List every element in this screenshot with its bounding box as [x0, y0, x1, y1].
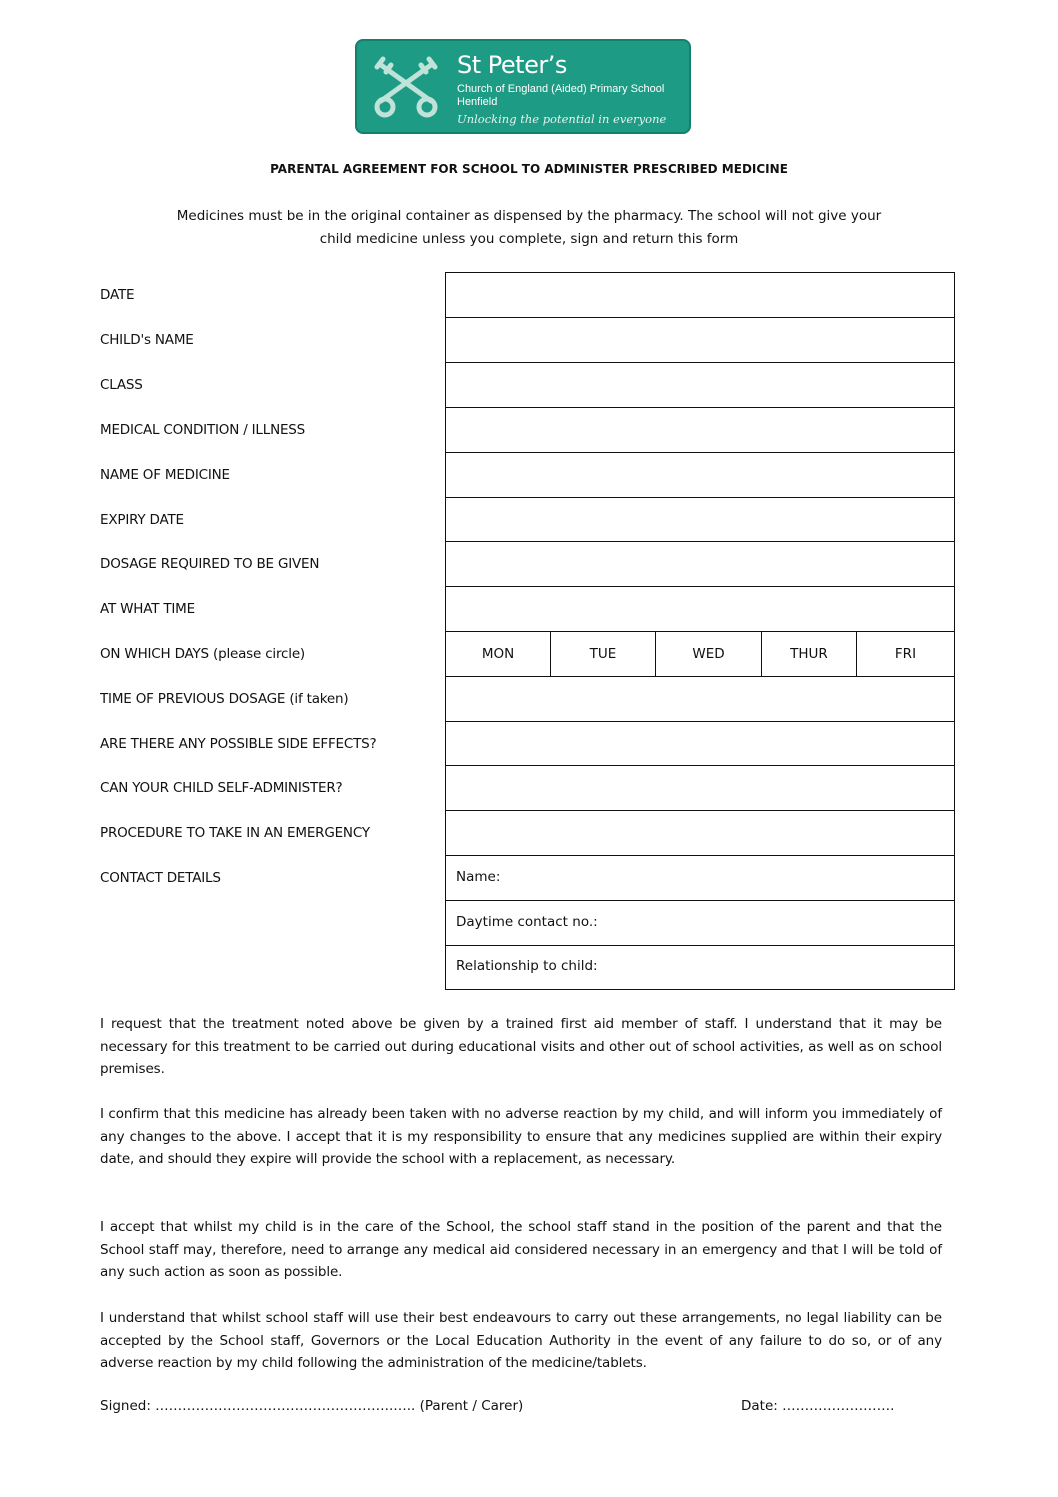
- field-child-name[interactable]: [446, 318, 954, 363]
- paragraph-request: I request that the treatment noted above be given by a trained first aid member of staff. I understand that it may be necessary for this treatment to be carried out during educational visits and other out of school activities, as well as on school premises.: [100, 1016, 942, 1077]
- label-contact-details: CONTACT DETAILS: [100, 870, 221, 886]
- field-dosage[interactable]: [446, 542, 954, 587]
- label-previous-dosage: TIME OF PREVIOUS DOSAGE (if taken): [100, 691, 349, 707]
- label-child-name: CHILD's NAME: [100, 332, 194, 348]
- field-date[interactable]: [446, 273, 954, 318]
- contact-daytime-label: Daytime contact no.:: [456, 914, 598, 930]
- label-self-administer: CAN YOUR CHILD SELF-ADMINISTER?: [100, 780, 343, 796]
- school-motto: Unlocking the potential in everyone: [457, 112, 667, 126]
- school-name: St Peter’s: [457, 51, 567, 79]
- field-time[interactable]: [446, 587, 954, 632]
- label-class: CLASS: [100, 377, 143, 393]
- label-medical-condition: MEDICAL CONDITION / ILLNESS: [100, 422, 306, 438]
- school-logo: [355, 39, 691, 134]
- field-name-of-medicine[interactable]: [446, 453, 954, 498]
- label-days: ON WHICH DAYS (please circle): [100, 646, 305, 662]
- field-contact-daytime[interactable]: [446, 901, 954, 946]
- label-expiry-date: EXPIRY DATE: [100, 512, 184, 528]
- label-date: DATE: [100, 287, 135, 303]
- field-previous-dosage[interactable]: [446, 677, 954, 722]
- contact-name-label: Name:: [456, 869, 501, 885]
- intro-line-1: Medicines must be in the original container as dispensed by the pharmacy. The school will not give your: [176, 208, 882, 224]
- field-contact-relationship[interactable]: [446, 945, 954, 990]
- paragraph-liability: I understand that whilst school staff will use their best endeavours to carry out these arrangements, no legal liability can be accepted by the School staff, Governors or the Local Education Authority in the event of any failure to do so, or of any adverse reaction by my child following the administration of the medicine/tablets.: [100, 1310, 942, 1371]
- field-emergency-procedure[interactable]: [446, 811, 954, 856]
- signature-date: Date: …………………….: [741, 1398, 895, 1414]
- field-class[interactable]: [446, 363, 954, 408]
- day-mon[interactable]: MON: [446, 632, 551, 676]
- intro-line-2: child medicine unless you complete, sign and return this form: [319, 231, 739, 247]
- intro-text: [100, 205, 958, 251]
- field-self-administer[interactable]: [446, 766, 954, 811]
- day-thur[interactable]: THUR: [762, 632, 857, 676]
- field-expiry-date[interactable]: [446, 497, 954, 542]
- form-table: [445, 272, 955, 990]
- school-location: Henfield: [457, 96, 498, 108]
- crossed-keys-icon: [369, 51, 449, 121]
- paragraph-confirm: I confirm that this medicine has already been taken with no adverse reaction by my child, and will inform you immediately of any changes to the above. I accept that it is my responsibility to ensure that any medicines supplied are within their expiry date, and should they expire will provide the school with a replacement, as necessary.: [100, 1106, 942, 1167]
- paragraph-accept: I accept that whilst my child is in the care of the School, the school staff stand in the position of the parent and that the School staff may, therefore, need to arrange any medical aid considered necessary in an emergency and that I will be told of any such action as soon as possible.: [100, 1219, 942, 1280]
- day-tue[interactable]: TUE: [551, 632, 656, 676]
- school-subtitle: Church of England (Aided) Primary School: [457, 83, 665, 95]
- label-dosage: DOSAGE REQUIRED TO BE GIVEN: [100, 556, 320, 572]
- label-name-of-medicine: NAME OF MEDICINE: [100, 467, 230, 483]
- label-emergency-procedure: PROCEDURE TO TAKE IN AN EMERGENCY: [100, 825, 370, 841]
- days-row: [446, 632, 954, 677]
- label-time: AT WHAT TIME: [100, 601, 195, 617]
- form-title: PARENTAL AGREEMENT FOR SCHOOL TO ADMINISTER PRESCRIBED MEDICINE: [270, 162, 788, 176]
- day-wed[interactable]: WED: [656, 632, 762, 676]
- field-medical-condition[interactable]: [446, 408, 954, 453]
- day-fri[interactable]: FRI: [894, 646, 917, 662]
- contact-relationship-label: Relationship to child:: [456, 958, 598, 974]
- field-side-effects[interactable]: [446, 721, 954, 766]
- field-contact-name[interactable]: [446, 856, 954, 901]
- signature-line: Signed: ……………………………………………..….. (Parent / Carer): [100, 1398, 524, 1414]
- label-side-effects: ARE THERE ANY POSSIBLE SIDE EFFECTS?: [100, 736, 377, 752]
